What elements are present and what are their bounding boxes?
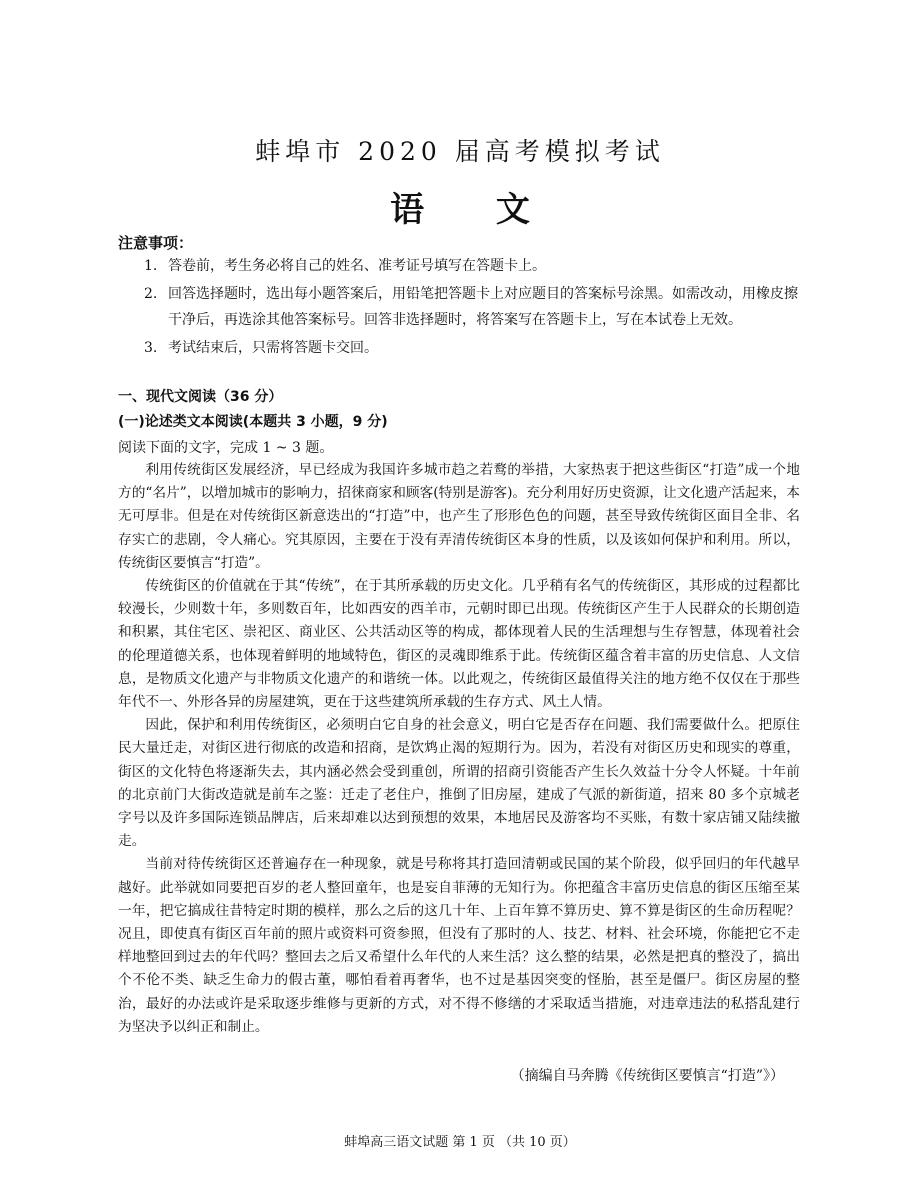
subsection-heading: (一)论述类文本阅读(本题共 3 小题，9 分) — [118, 414, 388, 430]
page-footer: 蚌埠高三语文试题 第 1 页 （共 10 页） — [344, 1135, 576, 1150]
passage-paragraph: 传统街区的价值就在于其“传统”，在于其所承载的历史文化。几乎稍有名气的传统街区，其形成的过程都比较漫长，少则数十年，多则数百年，比如西安的西羊市，元朝时即已出现。传统街区产生于人民群众的长期创造和积累，其住宅区、崇祀区、商业区、公共活动区等的构成，都体现着人民的生活理想与生存智慧，体现着社会的伦理道德关系，也体现着鲜明的地域特色，街区的灵魂即维系于此。传统街区蕴含着丰富的历史信息、人文信息，是物质文化遗产与非物质文化遗产的和谐统一体。以此观之，传统街区最值得关注的地方绝不仅仅在于那些年代不一、外形各异的房屋建筑，更在于这些建筑所承载的生存方式、风土人情。 — [118, 578, 800, 711]
notice-number: 2. — [144, 286, 158, 302]
notice-item — [118, 253, 808, 279]
notice-text: 答卷前，考生务必将自己的姓名、准考证号填写在答题卡上。 — [168, 258, 546, 274]
notice-item — [118, 335, 808, 361]
notice-text: 回答选择题时，选出每小题答案后，用铅笔把答题卡上对应题目的答案标号涂黑。如需改动，用橡皮擦干净后，再选涂其他答案标号。回答非选择题时，将答案写在答题卡上，写在本试卷上无效。 — [168, 286, 798, 328]
subject-title: 语 文 — [390, 190, 560, 230]
notice-number: 1. — [144, 258, 158, 274]
notice-heading: 注意事项： — [118, 234, 194, 252]
passage-paragraph: 当前对待传统街区还普遍存在一种现象，就是号称将其打造回清朝或民国的某个阶段，似乎回归的年代越早越好。此举就如同要把百岁的老人整回童年，也是妄自菲薄的无知行为。你把蕴含丰富历史信息的街区压缩至某一年，把它搞成往昔特定时期的模样，那么之后的这几十年、上百年算不算历史、算不算是街区的生命历程呢？况且，即使真有街区百年前的照片或资料可资参照，但没有了那时的人、技艺、材料、社会环境，你能把它不走样地整回到过去的年代吗？整回去之后又希望什么年代的人来生活？这么整的结果，必然是把真的整没了，搞出个不伦不类、缺乏生命力的假古董，哪怕看着再奢华，也不过是基因突变的怪胎，甚至是僵尸。街区房屋的整治，最好的办法或许是采取逐步维修与更新的方式，对不得不修缮的才采取适当措施，对违章违法的私搭乱建行为坚决予以纠正和制止。 — [118, 856, 800, 1035]
notice-number: 3. — [144, 340, 158, 356]
notice-item — [118, 281, 808, 333]
passage-paragraph: 利用传统街区发展经济，早已经成为我国许多城市趋之若鹜的举措，大家热衷于把这些街区“打造”成一个地方的“名片”，以增加城市的影响力，招徕商家和顾客(特别是游客)。充分利用好历史资源，让文化遗产活起来，本无可厚非。但是在对传统街区新意迭出的“打造”中，也产生了形形色色的问题，甚至导致传统街区面目全非、名存实亡的悲剧，令人痛心。究其原因，主要在于没有弄清传统街区本身的性质，以及该如何保护和利用。所以，传统街区要慎言“打造”。 — [118, 462, 800, 571]
notice-list — [118, 253, 808, 363]
notice-text: 考试结束后，只需将答题卡交回。 — [168, 340, 378, 356]
passage-paragraph: 因此，保护和利用传统街区，必须明白它自身的社会意义，明白它是否存在问题、我们需要做什么。把原住民大量迁走，对街区进行彻底的改造和招商，是饮鸩止渴的短期行为。因为，若没有对街区历史和现实的尊重，街区的文化特色将逐渐失去，其内涵必然会受到重创，所谓的招商引资能否产生长久效益十分令人怀疑。十年前的北京前门大街改造就是前车之鉴：迁走了老住户，推倒了旧房屋，建成了气派的新街道，招来 80 多个京城老字号以及许多国际连锁品牌店，后来却难以达到预想的效果，本地居民及游客均不买账，有数十家店铺又陆续撤走。 — [118, 717, 800, 850]
exam-title: 蚌埠市 2020 届高考模拟考试 — [255, 137, 665, 166]
passage-source: （摘编自马奔腾《传统街区要慎言“打造”》） — [510, 1068, 784, 1084]
section-heading: 一、现代文阅读（36 分） — [118, 389, 283, 405]
passage-body — [118, 459, 800, 1039]
reading-instruction: 阅读下面的文字，完成 1 ~ 3 题。 — [118, 440, 334, 456]
